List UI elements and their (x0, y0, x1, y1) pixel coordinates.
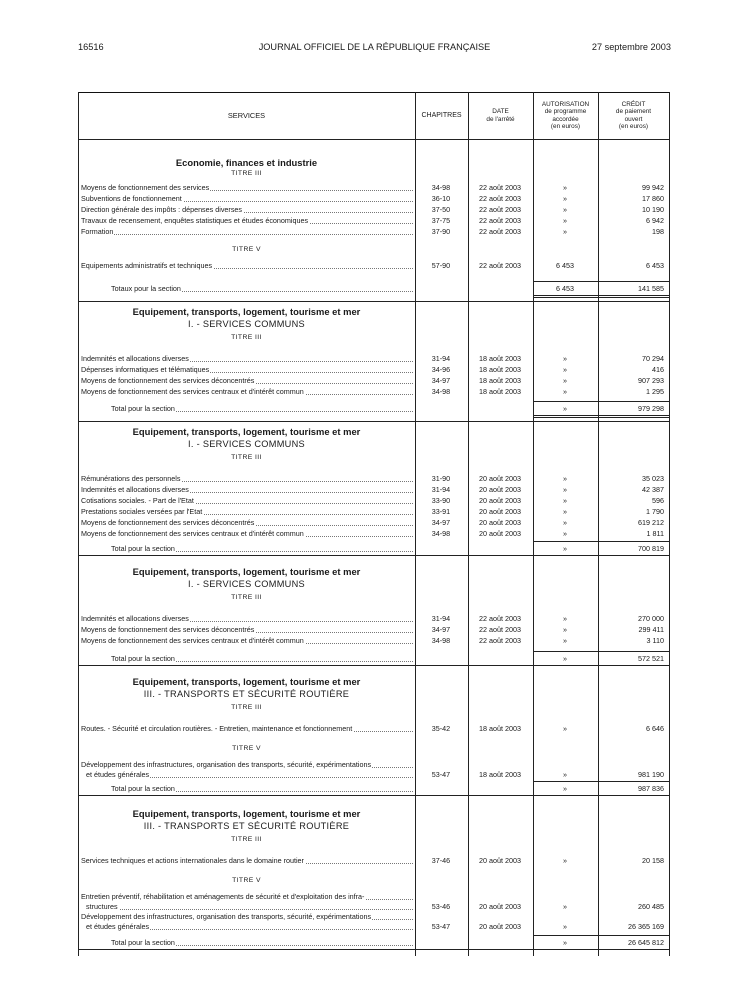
total-rule (533, 401, 670, 402)
service-text: Moyens de fonctionnement des services centraux et d'intérêt commun (81, 636, 304, 645)
titre-heading: TITRE III (231, 170, 262, 177)
col-header-autorisation: AUTORISATION de programme accordée (en euros) (541, 101, 590, 130)
service-label (81, 760, 413, 770)
chapter-cell: 37-75 (431, 216, 451, 225)
service-text: Travaux de recensement, enquêtes statistiques et études économiques (81, 216, 309, 225)
titre-heading: TITRE III (231, 334, 262, 341)
service-text: Entretien préventif, réhabilitation et aménagements de sécurité et d'exploitation des infra- (81, 892, 365, 901)
service-label (81, 261, 413, 271)
section-separator (78, 301, 670, 302)
total-label (111, 938, 413, 948)
credit-cell: 6 646 (646, 724, 664, 733)
chapter-cell: 37-46 (431, 856, 451, 865)
total-label (111, 654, 413, 664)
service-label (81, 365, 413, 375)
service-label (81, 485, 413, 495)
section-title: Equipement, transports, logement, tourisme et mer (132, 676, 361, 687)
publication-date: 27 septembre 2003 (591, 42, 671, 52)
table-row (78, 365, 670, 375)
section-separator (78, 665, 670, 666)
authorisation-cell: » (563, 354, 567, 363)
section-subtitle: III. - TRANSPORTS ET SÉCURITÉ ROUTIÈRE (143, 689, 350, 699)
titre-heading: TITRE V (232, 877, 261, 884)
total-authorisation: » (563, 654, 567, 663)
authorisation-cell: » (563, 496, 567, 505)
credit-cell: 42 387 (642, 485, 664, 494)
service-label (81, 496, 413, 506)
total-authorisation: » (563, 784, 567, 793)
service-label (81, 912, 413, 922)
col-header-chapitres: CHAPITRES (421, 111, 462, 119)
authorisation-cell: » (563, 376, 567, 385)
section-title: Equipement, transports, logement, tourisme et mer (132, 566, 361, 577)
total-rule (533, 651, 670, 652)
credits-table (78, 92, 670, 956)
service-text: Moyens de fonctionnement des services (81, 183, 210, 192)
date-cell: 22 août 2003 (479, 261, 521, 270)
section-separator (78, 555, 670, 556)
authorisation-cell: » (563, 636, 567, 645)
total-rule (533, 281, 670, 282)
credit-cell: 35 023 (642, 474, 664, 483)
col-header-credit: CRÉDIT de paiement ouvert (en euros) (615, 101, 652, 130)
service-label (81, 518, 413, 528)
service-label (81, 183, 413, 193)
date-cell: 22 août 2003 (479, 636, 521, 645)
titre-heading: TITRE V (232, 246, 261, 253)
date-cell: 18 août 2003 (479, 387, 521, 396)
total-text: Total pour la section (111, 544, 175, 553)
service-text: Moyens de fonctionnement des services centraux et d'intérêt commun (81, 387, 304, 396)
credit-cell: 416 (652, 365, 664, 374)
credit-cell: 1 295 (646, 387, 664, 396)
chapter-cell: 34-98 (431, 183, 451, 192)
total-label (111, 784, 413, 794)
authorisation-cell: » (563, 770, 567, 779)
date-cell: 20 août 2003 (479, 474, 521, 483)
service-text: Subventions de fonctionnement (81, 194, 182, 203)
service-label (81, 474, 413, 484)
section-subtitle: III. - TRANSPORTS ET SÉCURITÉ ROUTIÈRE (143, 821, 350, 831)
authorisation-cell: » (563, 724, 567, 733)
total-row (78, 284, 670, 294)
chapter-cell: 34-97 (431, 625, 451, 634)
service-text: Indemnités et allocations diverses (81, 485, 189, 494)
date-cell: 22 août 2003 (479, 614, 521, 623)
table-row (78, 724, 670, 734)
service-text: Moyens de fonctionnement des services centraux et d'intérêt commun (81, 529, 304, 538)
total-row (78, 544, 670, 554)
table-row (78, 902, 670, 912)
section-title: Equipement, transports, logement, tourisme et mer (132, 426, 361, 437)
date-cell: 18 août 2003 (479, 724, 521, 733)
chapter-cell: 34-98 (431, 529, 451, 538)
authorisation-cell: » (563, 387, 567, 396)
chapter-cell: 33-91 (431, 507, 451, 516)
authorisation-cell: » (563, 902, 567, 911)
credit-cell: 198 (652, 227, 664, 236)
section-title: Equipement, transports, logement, tourisme et mer (132, 808, 361, 819)
authorisation-cell: » (563, 856, 567, 865)
date-cell: 20 août 2003 (479, 856, 521, 865)
page-number: 16516 (78, 42, 104, 52)
table-row (78, 227, 670, 237)
chapter-cell: 31-94 (431, 354, 451, 363)
date-cell: 20 août 2003 (479, 496, 521, 505)
service-label (81, 614, 413, 624)
chapter-cell: 53-46 (431, 902, 451, 911)
service-text: Moyens de fonctionnement des services déconcentrés (81, 376, 255, 385)
total-authorisation: » (563, 404, 567, 413)
credit-cell: 17 860 (642, 194, 664, 203)
total-authorisation: » (563, 544, 567, 553)
chapter-cell: 34-97 (431, 376, 451, 385)
authorisation-cell: » (563, 183, 567, 192)
total-rule (533, 781, 670, 782)
total-credit: 700 819 (638, 544, 664, 553)
chapter-cell: 36-10 (431, 194, 451, 203)
service-label (81, 376, 413, 386)
table-row (78, 376, 670, 386)
service-text: Direction générale des impôts : dépenses diverses (81, 205, 243, 214)
table-row (78, 856, 670, 866)
service-text: Développement des infrastructures, organisation des transports, sécurité, expérimentations (81, 912, 372, 921)
chapter-cell: 34-97 (431, 518, 451, 527)
date-cell: 20 août 2003 (479, 922, 521, 931)
authorisation-cell: » (563, 529, 567, 538)
credit-cell: 981 190 (638, 770, 664, 779)
total-credit: 572 521 (638, 654, 664, 663)
service-label (81, 636, 413, 646)
date-cell: 22 août 2003 (479, 216, 521, 225)
date-cell: 18 août 2003 (479, 376, 521, 385)
section-subtitle: I. - SERVICES COMMUNS (188, 439, 305, 449)
authorisation-cell: » (563, 625, 567, 634)
table-row (78, 474, 670, 484)
total-text: Totaux pour la section (111, 284, 181, 293)
total-credit: 979 298 (638, 404, 664, 413)
credit-cell: 20 158 (642, 856, 664, 865)
table-row (78, 636, 670, 646)
service-label (81, 856, 413, 866)
section-subtitle: I. - SERVICES COMMUNS (188, 579, 305, 589)
authorisation-cell: » (563, 205, 567, 214)
chapter-cell: 34-98 (431, 387, 451, 396)
credit-cell: 299 411 (638, 625, 664, 634)
service-text: Formation (81, 227, 114, 236)
service-label (81, 227, 413, 237)
authorisation-cell: » (563, 614, 567, 623)
authorisation-cell: » (563, 922, 567, 931)
date-cell: 18 août 2003 (479, 354, 521, 363)
credit-cell: 6 453 (646, 261, 664, 270)
table-row (78, 770, 670, 780)
total-label (111, 544, 413, 554)
section-title: Economie, finances et industrie (175, 157, 318, 168)
credit-cell: 99 942 (642, 183, 664, 192)
chapter-cell: 31-94 (431, 485, 451, 494)
credit-cell: 26 365 169 (628, 922, 664, 931)
total-text: Total pour la section (111, 404, 175, 413)
date-cell: 22 août 2003 (479, 183, 521, 192)
service-label (81, 354, 413, 364)
section-separator (533, 295, 670, 298)
table-row (78, 912, 670, 922)
section-separator (78, 795, 670, 796)
section-separator (533, 415, 670, 418)
total-text: Total pour la section (111, 938, 175, 947)
service-text: Moyens de fonctionnement des services déconcentrés (81, 625, 255, 634)
table-row (78, 760, 670, 770)
table-row (78, 205, 670, 215)
date-cell: 22 août 2003 (479, 194, 521, 203)
service-text: Prestations sociales versées par l'Etat (81, 507, 203, 516)
chapter-cell: 34-98 (431, 636, 451, 645)
total-rule (533, 541, 670, 542)
chapter-cell: 57-90 (431, 261, 451, 270)
total-credit: 26 645 812 (628, 938, 664, 947)
service-text: Equipements administratifs et techniques (81, 261, 213, 270)
date-cell: 20 août 2003 (479, 902, 521, 911)
credit-cell: 270 000 (638, 614, 664, 623)
authorisation-cell: 6 453 (556, 261, 574, 270)
table-row (78, 892, 670, 902)
table-row (78, 261, 670, 271)
total-credit: 141 585 (638, 284, 664, 293)
authorisation-cell: » (563, 216, 567, 225)
titre-heading: TITRE III (231, 704, 262, 711)
chapter-cell: 37-50 (431, 205, 451, 214)
page-header (78, 42, 671, 56)
chapter-cell: 31-90 (431, 474, 451, 483)
section-separator (78, 949, 670, 950)
authorisation-cell: » (563, 365, 567, 374)
authorisation-cell: » (563, 507, 567, 516)
credit-cell: 1 790 (646, 507, 664, 516)
date-cell: 18 août 2003 (479, 365, 521, 374)
total-row (78, 654, 670, 664)
table-row (78, 529, 670, 539)
total-credit: 987 836 (638, 784, 664, 793)
service-text: Rémunérations des personnels (81, 474, 181, 483)
credit-cell: 596 (652, 496, 664, 505)
section-separator (78, 421, 670, 422)
service-text: et études générales (86, 770, 150, 779)
service-label (81, 724, 413, 734)
credit-cell: 6 942 (646, 216, 664, 225)
date-cell: 22 août 2003 (479, 625, 521, 634)
credit-cell: 1 811 (646, 529, 664, 538)
chapter-cell: 34-96 (431, 365, 451, 374)
chapter-cell: 37-90 (431, 227, 451, 236)
credit-cell: 907 293 (638, 376, 664, 385)
col-header-services: SERVICES (227, 110, 266, 120)
total-text: Total pour la section (111, 654, 175, 663)
total-label (111, 404, 413, 414)
table-row (78, 507, 670, 517)
total-rule (533, 935, 670, 936)
service-label (81, 507, 413, 517)
table-row (78, 387, 670, 397)
total-row (78, 784, 670, 794)
date-cell: 20 août 2003 (479, 507, 521, 516)
service-text: Routes. - Sécurité et circulation routières. - Entretien, maintenance et fonctionnement (81, 724, 353, 733)
date-cell: 20 août 2003 (479, 485, 521, 494)
table-row (78, 922, 670, 932)
credit-cell: 10 190 (642, 205, 664, 214)
total-text: Total pour la section (111, 784, 175, 793)
service-text: et études générales (86, 922, 150, 931)
titre-heading: TITRE III (231, 594, 262, 601)
chapter-cell: 53-47 (431, 922, 451, 931)
date-cell: 20 août 2003 (479, 529, 521, 538)
date-cell: 22 août 2003 (479, 227, 521, 236)
service-text: Services techniques et actions internationales dans le domaine routier (81, 856, 304, 865)
total-row (78, 404, 670, 414)
authorisation-cell: » (563, 227, 567, 236)
table-row (78, 614, 670, 624)
credit-cell: 619 212 (638, 518, 664, 527)
authorisation-cell: » (563, 485, 567, 494)
service-text: Indemnités et allocations diverses (81, 614, 189, 623)
table-body (78, 92, 670, 956)
service-text: Cotisations sociales. - Part de l'Etat (81, 496, 194, 505)
total-authorisation: 6 453 (556, 284, 574, 293)
table-row (78, 183, 670, 193)
credit-cell: 260 485 (638, 902, 664, 911)
credit-cell: 3 110 (646, 636, 664, 645)
table-row (78, 485, 670, 495)
table-row (78, 496, 670, 506)
service-label (81, 205, 413, 215)
service-label (81, 529, 413, 539)
credit-cell: 70 294 (642, 354, 664, 363)
table-row (78, 194, 670, 204)
total-row (78, 938, 670, 948)
chapter-cell: 35-42 (431, 724, 451, 733)
table-row (78, 625, 670, 635)
table-row (78, 518, 670, 528)
service-text: structures (86, 902, 118, 911)
total-authorisation: » (563, 938, 567, 947)
chapter-cell: 33-90 (431, 496, 451, 505)
titre-heading: TITRE III (231, 454, 262, 461)
titre-heading: TITRE V (232, 745, 261, 752)
total-label (111, 284, 413, 294)
date-cell: 18 août 2003 (479, 770, 521, 779)
date-cell: 20 août 2003 (479, 518, 521, 527)
date-cell: 22 août 2003 (479, 205, 521, 214)
section-subtitle: I. - SERVICES COMMUNS (188, 319, 305, 329)
service-label (86, 902, 413, 912)
service-text: Développement des infrastructures, organisation des transports, sécurité, expérimentations (81, 760, 372, 769)
journal-title: JOURNAL OFFICIEL DE LA RÉPUBLIQUE FRANÇAISE (258, 42, 491, 52)
table-row (78, 216, 670, 226)
service-text: Moyens de fonctionnement des services déconcentrés (81, 518, 255, 527)
authorisation-cell: » (563, 194, 567, 203)
chapter-cell: 31-94 (431, 614, 451, 623)
table-row (78, 354, 670, 364)
service-label (81, 625, 413, 635)
chapter-cell: 53-47 (431, 770, 451, 779)
section-title: Equipement, transports, logement, tourisme et mer (132, 306, 361, 317)
service-label (81, 216, 413, 226)
service-label (86, 922, 413, 932)
col-header-date: DATE de l'arrêté (486, 108, 515, 123)
service-label (81, 387, 413, 397)
service-label (81, 892, 413, 902)
service-label (81, 194, 413, 204)
authorisation-cell: » (563, 474, 567, 483)
authorisation-cell: » (563, 518, 567, 527)
service-label (86, 770, 413, 780)
service-text: Dépenses informatiques et télématiques (81, 365, 210, 374)
service-text: Indemnités et allocations diverses (81, 354, 189, 363)
titre-heading: TITRE III (231, 836, 262, 843)
